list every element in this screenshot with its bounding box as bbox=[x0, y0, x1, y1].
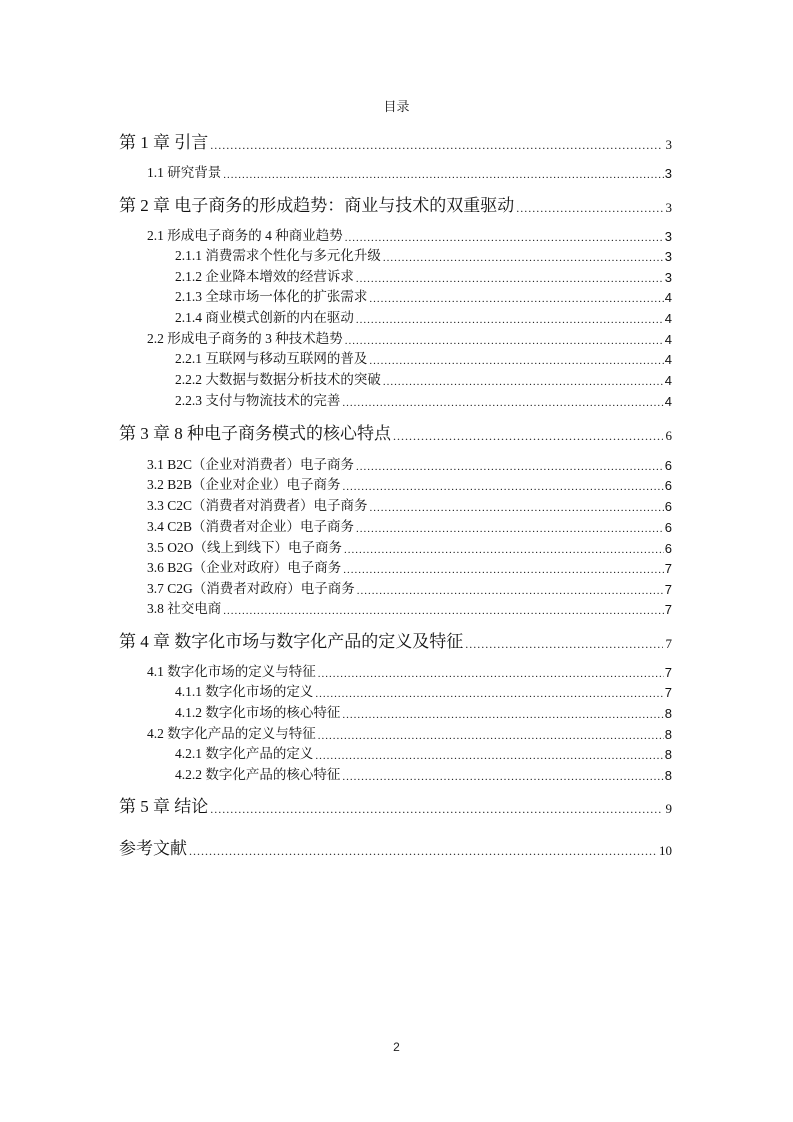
toc-entry-page: 6 bbox=[664, 478, 672, 493]
toc-entry-label: 2.2.3 支付与物流技术的完善 bbox=[175, 393, 341, 408]
toc-entry-section[interactable] bbox=[147, 327, 672, 347]
dot-leader bbox=[356, 522, 664, 535]
dot-leader bbox=[343, 563, 664, 576]
dot-leader bbox=[343, 480, 664, 493]
toc-entry-subsection[interactable] bbox=[175, 306, 672, 326]
dot-leader bbox=[356, 313, 664, 326]
toc-entry-page: 4 bbox=[664, 352, 672, 367]
toc-entry-page: 6 bbox=[664, 541, 672, 556]
dot-leader bbox=[356, 272, 664, 285]
dot-leader bbox=[369, 292, 663, 305]
dot-leader bbox=[189, 845, 656, 859]
dot-leader bbox=[318, 729, 664, 742]
toc-entry-label: 2.1.3 全球市场一体化的扩张需求 bbox=[175, 289, 368, 304]
page-number: 2 bbox=[393, 1040, 400, 1054]
toc-entry-page: 6 bbox=[665, 428, 672, 443]
toc-entry-section[interactable] bbox=[147, 224, 672, 244]
toc-entry-page: 4 bbox=[664, 332, 672, 347]
toc-entry-page: 3 bbox=[664, 249, 672, 264]
toc-entry-label: 2.2.1 互联网与移动互联网的普及 bbox=[175, 351, 368, 366]
dot-leader bbox=[383, 251, 664, 264]
toc-entry-label: 4.2.1 数字化产品的定义 bbox=[175, 746, 314, 761]
toc-entry-section[interactable] bbox=[147, 556, 672, 576]
toc-entry-label: 4.1 数字化市场的定义与特征 bbox=[147, 664, 316, 679]
toc-entry-subsection[interactable] bbox=[175, 742, 672, 762]
toc-entry-label: 2.1 形成电子商务的 4 种商业趋势 bbox=[147, 228, 343, 243]
toc-entry-page: 4 bbox=[664, 290, 672, 305]
toc-entry-subsection[interactable] bbox=[175, 285, 672, 305]
toc-entry-chapter[interactable] bbox=[119, 419, 672, 444]
toc-entry-subsection[interactable] bbox=[175, 368, 672, 388]
toc-entry-page: 7 bbox=[664, 602, 672, 617]
toc-entry-section[interactable] bbox=[147, 473, 672, 493]
toc-entry-page: 3 bbox=[664, 166, 672, 181]
toc-entry-page: 9 bbox=[665, 801, 672, 816]
dot-leader bbox=[342, 396, 663, 409]
toc-entry-page: 8 bbox=[664, 768, 672, 783]
toc-entry-subsection[interactable] bbox=[175, 763, 672, 783]
toc-entry-subsection[interactable] bbox=[175, 701, 672, 721]
dot-leader bbox=[223, 168, 664, 181]
toc-entry-label: 3.6 B2G（企业对政府）电子商务 bbox=[147, 560, 342, 575]
dot-leader bbox=[223, 604, 664, 617]
toc-entry-page: 4 bbox=[664, 394, 672, 409]
toc-entry-section[interactable] bbox=[147, 515, 672, 535]
toc-entry-page: 3 bbox=[665, 200, 672, 215]
toc-entry-chapter[interactable] bbox=[119, 627, 672, 652]
toc-entry-page: 7 bbox=[664, 582, 672, 597]
toc-entry-label: 2.1.2 企业降本增效的经营诉求 bbox=[175, 269, 354, 284]
toc-entry-section[interactable] bbox=[147, 453, 672, 473]
toc-entry-page: 7 bbox=[665, 636, 672, 651]
dot-leader bbox=[393, 430, 663, 444]
toc-entry-section[interactable] bbox=[147, 577, 672, 597]
dot-leader bbox=[357, 584, 664, 597]
toc-entry-label: 2.1.1 消费需求个性化与多元化升级 bbox=[175, 248, 381, 263]
toc-entry-section[interactable] bbox=[147, 722, 672, 742]
dot-leader bbox=[516, 202, 662, 216]
toc-entry-label: 4.2.2 数字化产品的核心特征 bbox=[175, 767, 341, 782]
toc-entry-page: 6 bbox=[664, 499, 672, 514]
toc-entry-label: 3.7 C2G（消费者对政府）电子商务 bbox=[147, 581, 355, 596]
dot-leader bbox=[465, 638, 662, 652]
toc-entry-label: 2.2.2 大数据与数据分析技术的突破 bbox=[175, 372, 381, 387]
dot-leader bbox=[344, 543, 664, 556]
toc-entry-subsection[interactable] bbox=[175, 680, 672, 700]
toc-entry-page: 7 bbox=[664, 685, 672, 700]
toc-entry-page: 4 bbox=[664, 373, 672, 388]
toc-entry-subsection[interactable] bbox=[175, 389, 672, 409]
dot-leader bbox=[210, 803, 662, 817]
toc-entry-label: 第 4 章 数字化市场与数字化产品的定义及特征 bbox=[119, 632, 464, 651]
toc-entry-page: 7 bbox=[664, 561, 672, 576]
dot-leader bbox=[315, 687, 663, 700]
toc-entry-label: 参考文献 bbox=[119, 839, 187, 858]
toc-entry-label: 3.1 B2C（企业对消费者）电子商务 bbox=[147, 457, 355, 472]
toc-entry-subsection[interactable] bbox=[175, 244, 672, 264]
toc-entry-label: 3.5 O2O（线上到线下）电子商务 bbox=[147, 540, 342, 555]
dot-leader bbox=[342, 770, 663, 783]
toc-entry-section[interactable] bbox=[147, 161, 672, 181]
toc-entry-label: 3.3 C2C（消费者对消费者）电子商务 bbox=[147, 498, 368, 513]
dot-leader bbox=[356, 460, 664, 473]
toc-entry-section[interactable] bbox=[147, 660, 672, 680]
dot-leader bbox=[318, 667, 664, 680]
toc-entry-subsection[interactable] bbox=[175, 347, 672, 367]
toc-entry-label: 2.1.4 商业模式创新的内在驱动 bbox=[175, 310, 354, 325]
toc-entry-chapter[interactable] bbox=[119, 834, 672, 859]
toc-entry-page: 4 bbox=[664, 311, 672, 326]
dot-leader bbox=[370, 501, 664, 514]
toc-entry-label: 3.8 社交电商 bbox=[147, 601, 222, 616]
toc-entry-label: 3.2 B2B（企业对企业）电子商务 bbox=[147, 477, 341, 492]
toc-entry-label: 第 1 章 引言 bbox=[119, 133, 209, 152]
toc-entry-subsection[interactable] bbox=[175, 265, 672, 285]
toc-entry-page: 6 bbox=[664, 520, 672, 535]
toc-entry-page: 8 bbox=[664, 706, 672, 721]
toc-entry-label: 4.1.1 数字化市场的定义 bbox=[175, 684, 314, 699]
toc-entry-chapter[interactable] bbox=[119, 792, 672, 817]
toc-entry-page: 3 bbox=[664, 229, 672, 244]
toc-entry-page: 10 bbox=[659, 843, 672, 858]
toc-entry-section[interactable] bbox=[147, 494, 672, 514]
dot-leader bbox=[315, 749, 663, 762]
toc-entry-section[interactable] bbox=[147, 597, 672, 617]
toc-entry-label: 第 2 章 电子商务的形成趋势：商业与技术的双重驱动 bbox=[119, 196, 515, 215]
toc-entry-chapter[interactable] bbox=[119, 128, 672, 153]
toc-entry-page: 3 bbox=[665, 137, 672, 152]
toc-entry-label: 4.1.2 数字化市场的核心特征 bbox=[175, 705, 341, 720]
toc-entry-label: 2.2 形成电子商务的 3 种技术趋势 bbox=[147, 331, 343, 346]
toc-entry-page: 8 bbox=[664, 727, 672, 742]
dot-leader bbox=[383, 375, 664, 388]
toc-entry-page: 6 bbox=[664, 458, 672, 473]
dot-leader bbox=[342, 708, 663, 721]
toc-entry-page: 8 bbox=[664, 747, 672, 762]
toc-entry-page: 7 bbox=[664, 665, 672, 680]
toc-entry-label: 第 3 章 8 种电子商务模式的核心特点 bbox=[119, 424, 391, 443]
dot-leader bbox=[210, 139, 662, 153]
toc-entry-chapter[interactable] bbox=[119, 191, 672, 216]
toc-entry-label: 第 5 章 结论 bbox=[119, 797, 209, 816]
dot-leader bbox=[345, 231, 664, 244]
toc-entry-label: 3.4 C2B（消费者对企业）电子商务 bbox=[147, 519, 355, 534]
toc-entry-label: 1.1 研究背景 bbox=[147, 165, 222, 180]
toc-entry-section[interactable] bbox=[147, 536, 672, 556]
toc-entry-label: 4.2 数字化产品的定义与特征 bbox=[147, 726, 316, 741]
dot-leader bbox=[369, 354, 663, 367]
toc-entry-page: 3 bbox=[664, 270, 672, 285]
dot-leader bbox=[345, 334, 664, 347]
toc-title: 目录 bbox=[383, 99, 410, 114]
